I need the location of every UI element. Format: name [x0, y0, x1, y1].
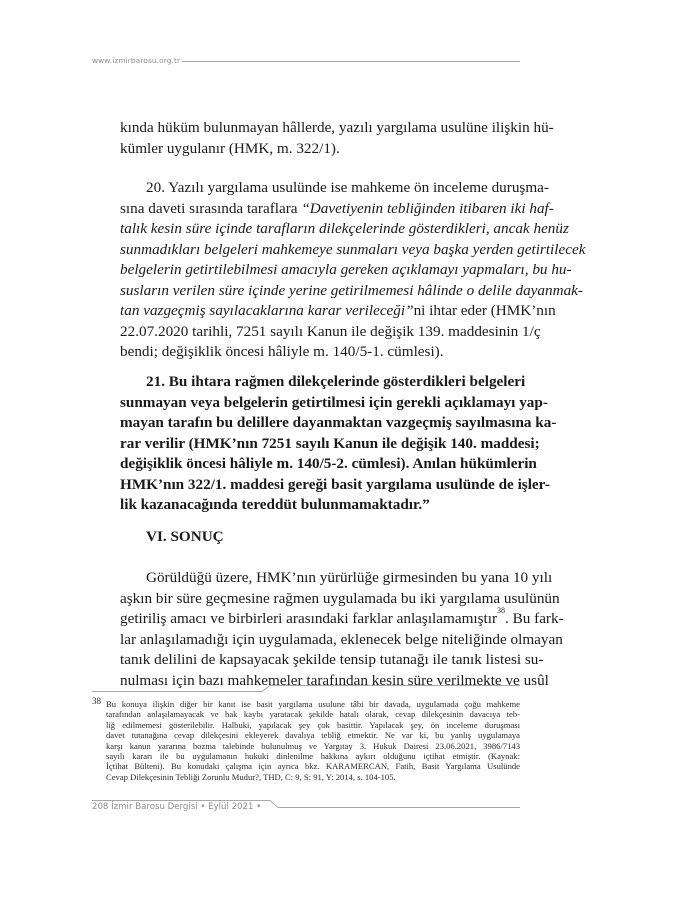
- footnote-separator: [92, 685, 520, 699]
- footnote-line: karşı kanun yararına bozma talebinde bulunulmuş ve Yargıtay 3. Hukuk Dairesi 23.06.2021, 3986/7143: [106, 740, 520, 751]
- quoted-text-line: sunmadıkları belgeleri mahkemeye sunmaları veya başka yerden getirtilecek: [120, 240, 586, 258]
- text-line: Görüldüğü üzere, HMK’nın yürürlüğe girmesinden bu yana 10 yılı: [146, 569, 553, 586]
- footnote-line: Bu konuya ilişkin diğer bir kanıt ise basit yargılama usulune tâbi bir davada, uygulamada çoğu mahkeme: [106, 699, 520, 709]
- text-line: [120, 606, 564, 630]
- text-line: 22.07.2020 tarihli, 7251 sayılı Kanun ile değişik 139. maddesinin 1/ç: [120, 322, 541, 340]
- footnote-line: tarafından anlaşılamayacak ve hak kaybı yaratacak şekilde hatalı olarak, cevap dilekçesinin davacıya teb-: [106, 709, 520, 720]
- text-line: 21. Bu ihtara rağmen dilekçelerinde gösterdikleri belgeleri: [146, 373, 526, 390]
- quoted-text-line: talık kesin süre içinde tarafların dilekçelerinde gösterdikleri, ancak henüz: [120, 220, 569, 237]
- separator-rule-graphic: [92, 685, 520, 699]
- quoted-text-line: belgelerin getirtilebilmesi amacıyla gereken açıklamayı yapmaları, bu hu-: [120, 261, 572, 278]
- text-line: lar anlaşılamadığı için uygulamada, eklenecek belge niteliğinde olmayan: [120, 630, 563, 648]
- quoted-text: tan vazgeçmiş sayılacaklarına karar verileceği”: [120, 302, 414, 319]
- text-line: rar verilir (HMK’nın 7251 sayılı Kanun ile değişik 140. maddesi;: [120, 434, 540, 452]
- text-run: ni ihtar eder (HMK’nın: [413, 302, 556, 319]
- section-heading: VI. SONUÇ: [146, 528, 224, 545]
- footnote-reference[interactable]: 38: [497, 606, 506, 615]
- footnote-line: liğ edilmemesi gösterilebilir. Halbuki, yapılacak şey çok basittir. Yapılacak şey, ön inceleme duruşması: [106, 719, 520, 730]
- text-line: [120, 301, 556, 322]
- footnote-line: davet tutanağına cevap dilekçesini ekleyerek davalıya tebliğ etmektir. Ne var ki, bu yanlış uygulamaya: [106, 730, 520, 741]
- text-line: mayan tarafın bu delillere dayanmaktan vazgeçmiş sayılmasına ka-: [120, 414, 557, 431]
- text-line: aşkın bir süre geçmesine rağmen uygulamada bu iki yargılama usulünün: [120, 589, 560, 607]
- footer-page-info: 208 İzmir Barosu Dergisi • Eylül 2021 •: [92, 802, 262, 812]
- quoted-text-line: susların verilen süre içinde yerine getirilmemesi hâlinde o delile dayanmak-: [120, 281, 583, 299]
- text-run: . Bu fark-: [505, 610, 564, 627]
- text-line: nulması için bazı mahkemeler tarafından kesin süre verilmekte ve usûl: [120, 671, 549, 689]
- text-line: değişiklik öncesi hâliyle m. 140/5-2. cümlesi). Anılan hükümlerin: [120, 455, 537, 472]
- text-line: lik kazanacağında tereddüt bulunmamaktadır.”: [120, 496, 430, 513]
- running-header: [92, 56, 520, 68]
- header-url: www.izmirbarosu.org.tr: [92, 56, 181, 65]
- footnote-line: Cevap Dilekçesinin Tebliği Zorunlu Mudur?, THD, C: 9, S: 91, Y: 2014, s. 104-105.: [106, 771, 396, 782]
- running-footer: [92, 800, 520, 816]
- text-line: bendi; değişiklik öncesi hâliyle m. 140/5-1. cümlesi).: [120, 343, 444, 360]
- footnote-line: sayılı kararı ile bu uygulamanın hukuki dinlenilme hakkına aykırı olduğunu içtihat etmiştir. (Kaynak:: [106, 751, 520, 761]
- quoted-text: “Davetiyenin tebliğinden itibaren iki haf-: [301, 199, 554, 217]
- text-line: 20. Yazılı yargılama usulünde ise mahkeme ön inceleme duruşma-: [146, 179, 549, 196]
- text-run: sına daveti sırasında taraflara: [120, 199, 302, 217]
- text-line: [120, 199, 554, 220]
- text-line: tanık delilini de kapsayacak şekilde tensip tutanağı ile tanık listesi su-: [120, 651, 544, 668]
- footnote-number: 38: [92, 696, 101, 706]
- text-line: sunmayan veya belgelerin getirtilmesi için gerekli açıklamayı yap-: [120, 393, 548, 411]
- text-run: getiriliş amacı ve birbirleri arasındaki farklar anlaşılamamıştır: [120, 610, 498, 627]
- text-line: kında hüküm bulunmayan hâllerde, yazılı yargılama usulüne ilişkin hü-: [120, 119, 554, 136]
- text-line: kümler uygulanır (HMK, m. 322/1).: [120, 139, 340, 157]
- text-line: HMK’nın 322/1. maddesi gereği basit yargılama usulünde de işler-: [120, 475, 550, 493]
- footnote-line: İçtihat Bülteni). Bu konudaki çalışma için ayrıca bkz. KARAMERCAN, Fatih, Basit Yargılama Usulünde: [106, 761, 520, 772]
